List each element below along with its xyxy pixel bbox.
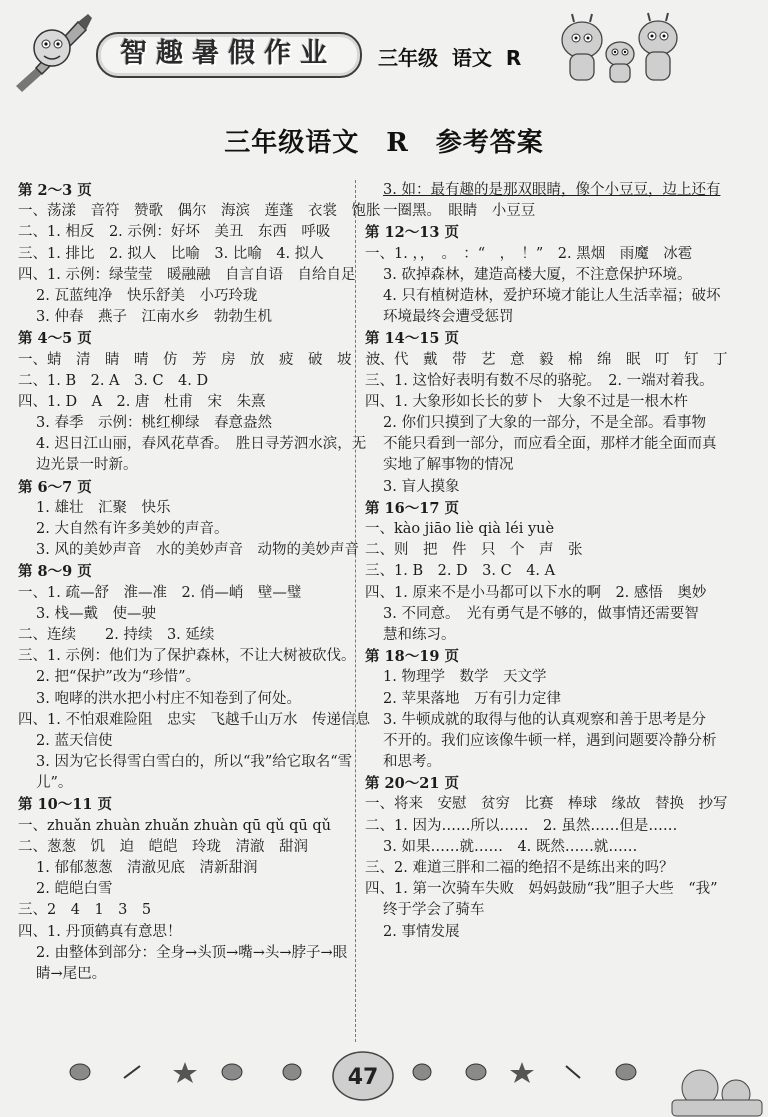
column-divider (355, 180, 356, 1042)
answer-line: 3. 不同意。 光有勇气是不够的，做事情还需要智 (383, 605, 699, 622)
answer-line: 二、则 把 件 只 个 声 张 (365, 542, 583, 559)
page-range-heading: 第 12～13 页 (365, 224, 459, 242)
answer-line: 二、1. 因为……所以…… 2. 虽然……但是…… (365, 817, 678, 834)
answer-line: 三、1. B 2. D 3. C 4. A (365, 563, 556, 580)
answer-line: 边光景一时新。 (36, 457, 138, 474)
answer-line: 2. 由整体到部分：全身→头顶→嘴→头→脖子→眼 (36, 944, 348, 961)
page-range-heading: 第 2～3 页 (18, 182, 92, 199)
answer-line: 和思考。 (383, 754, 441, 771)
left-answer-column (18, 180, 381, 985)
right-answer-column (365, 180, 757, 943)
answer-line: 3. 如：最有趣的是那双眼睛，像个小豆豆，边上还有 (383, 182, 721, 198)
answer-line: 二、1. B 2. A 3. C 4. D (18, 372, 209, 389)
page-number: 47 (347, 1065, 379, 1090)
answer-line: 1. 郁郁葱葱 清澈见底 清新甜润 (36, 860, 258, 876)
answer-line: 二、葱葱 饥 迫 皑皑 玲珑 清澈 甜润 (18, 838, 308, 855)
page-range-heading: 第 4～5 页 (18, 330, 92, 348)
answer-line: 2. 苹果落地 万有引力定律 (383, 690, 561, 707)
answer-line: 一、代 戴 带 艺 意 毅 棉 绵 眠 叮 钉 丁 (365, 351, 728, 368)
answer-line: 四、1. D A 2. 唐 杜甫 宋 朱熹 (18, 393, 266, 410)
answer-line: 3. 盲人摸象 (383, 478, 460, 495)
pencil-mascot-icon (6, 8, 96, 96)
answer-line: 2. 你们只摸到了大象的一部分，不是全部。看事物 (383, 415, 706, 432)
answer-line: 2. 瓦蓝纯净 快乐舒美 小巧玲珑 (36, 287, 258, 304)
answer-line: 4. 迟日江山丽，春风花草香。 胜日寻芳泗水滨，无 (36, 436, 367, 453)
page-range-heading: 第 20～21 页 (365, 775, 459, 793)
answer-line: 四、1. 大象形如长长的萝卜 大象不过是一根木杵 (365, 393, 688, 410)
answer-line: 慧和练习。 (383, 626, 456, 643)
answer-line: 三、2. 难道三胖和二福的绝招不是练出来的吗？ (365, 860, 674, 876)
answer-line: 一、荡漾 音符 赞歌 偶尔 海滨 莲蓬 衣裳 饱胀 (18, 203, 381, 220)
answer-line: 3. 风的美妙声音 水的美妙声音 动物的美妙声音 (36, 542, 359, 559)
page-range-heading: 第 16～17 页 (365, 499, 459, 517)
answer-line: 一圈黑。 眼睛 小豆豆 (383, 203, 536, 220)
answer-line: 睛→尾巴。 (36, 965, 107, 982)
answer-line: 3. 如果……就…… 4. 既然……就…… (383, 838, 638, 855)
answer-line: 1. 雄壮 汇聚 快乐 (36, 499, 171, 516)
page-header (0, 0, 768, 100)
answer-line: 3. 牛顿成就的取得与他的认真观察和善于思考是分 (383, 711, 706, 728)
answer-line: 环境最终会遭受惩罚 (383, 309, 514, 326)
page-range-heading: 第 6～7 页 (18, 478, 92, 496)
answer-line: 2. 大自然有许多美妙的声音。 (36, 521, 229, 537)
answer-line: 一、zhuǎn zhuàn zhuǎn zhuàn qū qǔ qū qǔ (18, 817, 331, 834)
answer-line: 四、1. 丹顶鹤真有意思！ (18, 923, 182, 940)
answer-line: 三、1. 这恰好表明有数不尽的骆驼。 2. 一端对着我。 (365, 372, 714, 389)
series-title: 智趣暑假作业 (120, 38, 336, 69)
answer-line: 二、1. 相反 2. 示例：好坏 美丑 东西 呼吸 (18, 224, 331, 241)
answer-line: 三、1. 示例：他们为了保护森林，不让大树被砍伐。 (18, 648, 356, 665)
answer-line: 实地了解事物的情况 (383, 457, 514, 474)
page-title: 三年级语文 R 参考答案 (224, 128, 544, 158)
page-range-heading: 第 8～9 页 (18, 563, 92, 581)
grade-subject-label: 三年级 语文 R (378, 46, 522, 70)
answer-line: 终于学会了骑车 (383, 902, 485, 919)
answer-line: 3. 砍掉森林，建造高楼大厦，不注意保护环境。 (383, 266, 692, 283)
answer-line: 四、1. 示例：绿莹莹 暖融融 自言自语 自给自足 (18, 266, 356, 283)
answer-line: 3. 春季 示例：桃红柳绿 春意盎然 (36, 415, 272, 432)
answer-line: 2. 把“保护”改为“珍惜”。 (36, 669, 201, 686)
answer-line: 三、2 4 1 3 5 (18, 902, 152, 919)
answer-line: 1. 物理学 数学 天文学 (383, 669, 547, 686)
answer-line: 4. 只有植树造林，爱护环境才能让人生活幸福；破坏 (383, 287, 721, 304)
answer-line: 3. 因为它长得雪白雪白的，所以“我”给它取名“雪 (36, 754, 353, 771)
giraffe-mascots-icon (552, 10, 682, 90)
answer-line: 不能只看到一部分，而应看全面，那样才能全面而真 (383, 436, 717, 453)
answer-line: 一、将来 安慰 贫穷 比赛 棒球 缘故 替换 抄写 (365, 796, 728, 813)
answer-line: 一、kào jiāo liè qià léi yuè (365, 521, 555, 537)
page-range-heading: 第 14～15 页 (365, 330, 459, 348)
answer-line: 儿”。 (36, 775, 73, 792)
page-range-heading: 第 18～19 页 (365, 648, 459, 666)
answer-line: 一、1. 疏—舒 淮—准 2. 俏—峭 壁—璧 (18, 584, 302, 601)
answer-line: 一、蜻 清 睛 晴 仿 芳 房 放 疲 破 坡 波 (18, 351, 381, 368)
answer-line: 四、1. 第一次骑车失败 妈妈鼓励“我”胆子大些 “我” (365, 881, 718, 898)
answer-line: 2. 事情发展 (383, 923, 460, 940)
answer-line: 2. 蓝天信使 (36, 732, 113, 749)
answer-line: 3. 仲春 燕子 江南水乡 勃勃生机 (36, 309, 272, 326)
answer-line: 一、1. ，， 。 ：“ ， ！” 2. 黑烟 雨魔 冰雹 (365, 245, 693, 262)
answer-line: 四、1. 不怕艰难险阻 忠实 飞越千山万水 传递信息 (18, 711, 370, 728)
page-range-heading: 第 10～11 页 (18, 796, 112, 814)
answer-line: 2. 皑皑白雪 (36, 881, 113, 898)
answer-line: 四、1. 原来不是小马都可以下水的啊 2. 感悟 奥妙 (365, 584, 707, 601)
answer-line: 不开的。我们应该像牛顿一样，遇到问题要冷静分析 (383, 732, 717, 749)
answer-line: 三、1. 排比 2. 拟人 比喻 3. 比喻 4. 拟人 (18, 245, 324, 262)
answer-line: 3. 栈—戴 使—驶 (36, 605, 156, 622)
answer-line: 二、连续 2. 持续 3. 延续 (18, 626, 215, 643)
answer-line: 3. 咆哮的洪水把小村庄不知卷到了何处。 (36, 690, 301, 707)
